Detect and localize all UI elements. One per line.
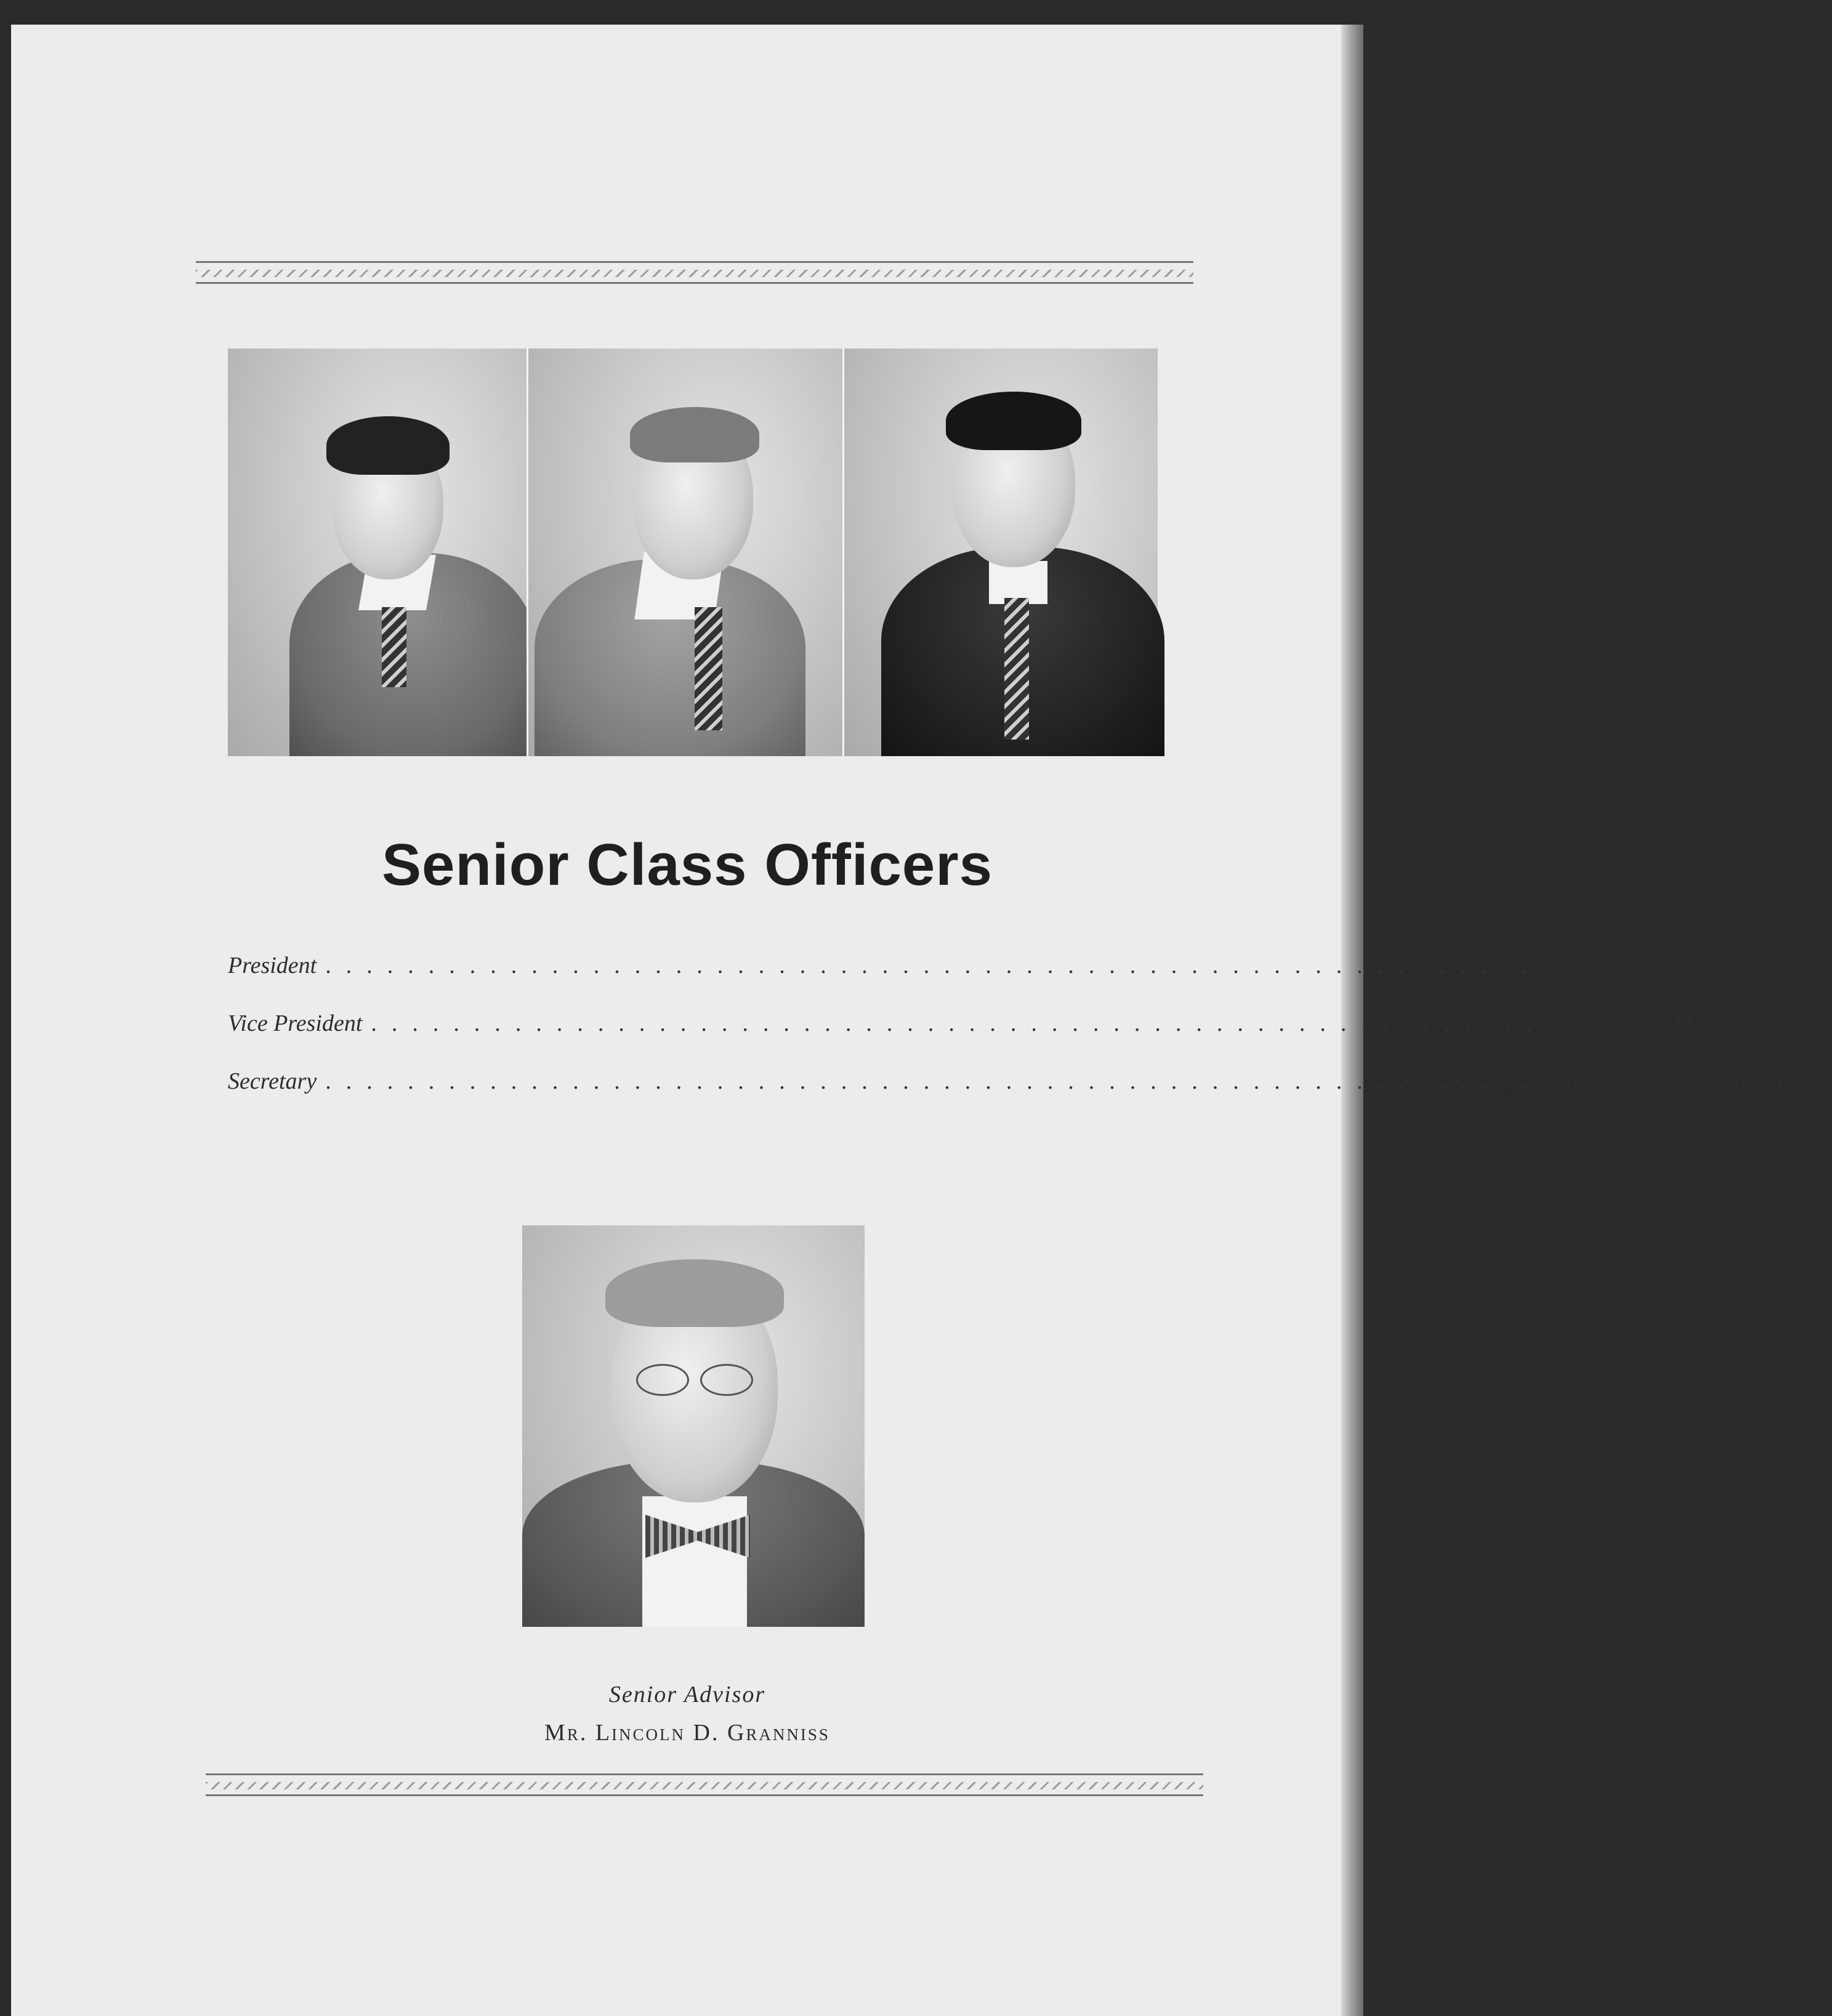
page-title: Senior Class Officers [381,832,993,898]
glasses-icon [636,1364,753,1395]
portrait-photo-advisor [522,1225,865,1627]
officer-row-vice-president [228,1010,1832,1047]
officer-row-secretary [228,1068,1807,1105]
dot-leader: ........................................................... [325,1068,1543,1094]
dot-leader: ........................................................... [325,953,1543,978]
portrait-photo-vice-president [528,349,842,756]
officer-portraits [228,349,1158,756]
officer-name: Charles F. Craven, Jr. [1548,1068,1807,1094]
officer-name: John F. Keller [1548,953,1717,978]
portrait-photo-secretary [844,349,1158,756]
officer-role: President [228,953,317,978]
dot-leader: ........................................................... [371,1010,1588,1036]
officer-row-president [228,952,1717,989]
top-decorative-rule [196,261,1193,286]
officer-name: Angus M. Cleveland [1594,1010,1832,1036]
advisor-role: Senior Advisor [608,1682,766,1708]
advisor-name: Mr. Lincoln D. Granniss [544,1720,830,1746]
officer-role: Secretary [228,1068,317,1094]
yearbook-page [11,25,1832,2016]
officer-role: Vice President [228,1010,363,1036]
portrait-photo-president [228,349,527,756]
bottom-decorative-rule [206,1773,1203,1798]
